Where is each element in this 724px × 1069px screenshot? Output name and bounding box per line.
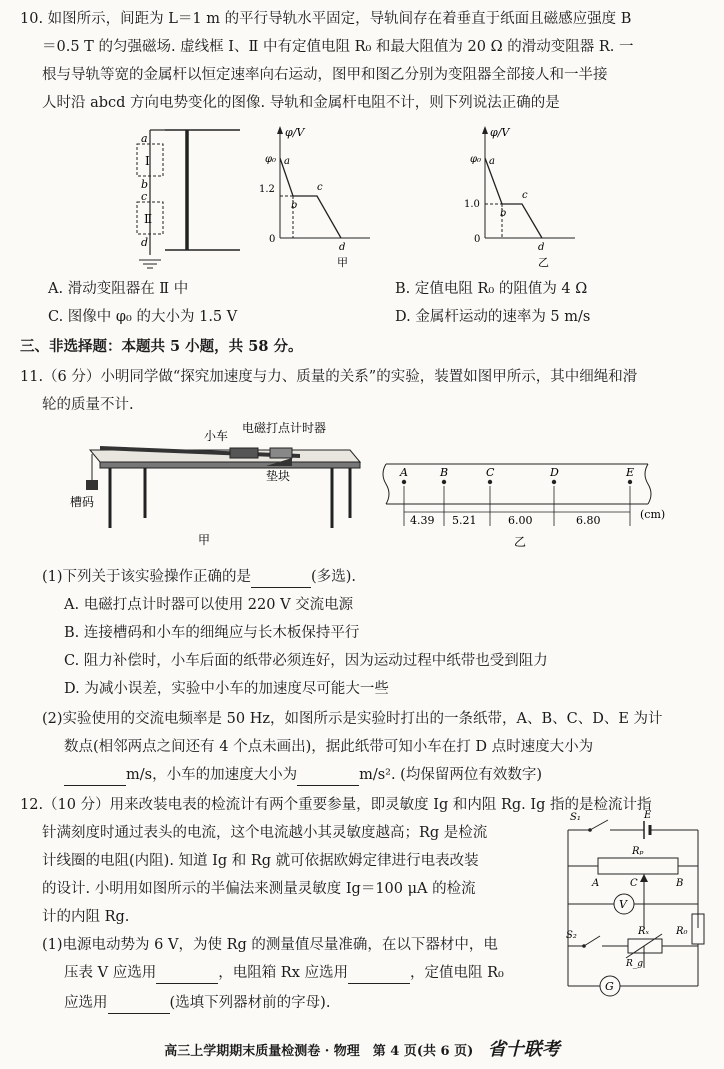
graph-yi-caption: 乙 [538,256,549,269]
q12-part1-line-1: (1)电源电动势为 6 V，为使 Rg 的测量值尽量准确，在以下器材中，电 [42,937,498,953]
q10-option-a: A. 滑动变阻器在 Ⅱ 中 [48,281,189,297]
q11-option-a: A. 电磁打点计时器可以使用 220 V 交流电源 [64,597,354,613]
svg-text:A: A [592,878,600,889]
q12-resistor-box-blank[interactable] [348,967,410,984]
footer-brand: 省十联考 [487,1039,560,1060]
svg-text:A: A [400,466,408,479]
label-weight: 槽码 [70,495,95,509]
svg-text:d: d [339,242,346,253]
q11-part1-answer-blank[interactable] [251,571,311,588]
svg-text:Rₚ: Rₚ [632,846,644,857]
q12-circuit-figure [548,808,718,998]
label-b: b [141,178,149,191]
svg-text:C: C [630,878,638,889]
voltmeter-label: V [619,898,627,911]
graph-jia-caption: 甲 [337,256,348,269]
svg-text:0: 0 [474,234,481,245]
svg-text:b: b [500,208,507,219]
q12-fixed-resistor-blank[interactable] [108,997,170,1014]
tape-dist-de: 6.80 [576,514,601,527]
q11-option-c: C. 阻力补偿时，小车后面的纸带必须连好，因为运动过程中纸带也受到阻力 [64,653,548,669]
svg-text:0: 0 [269,234,276,245]
box-1-label: Ⅰ [145,154,150,168]
label-timer: 电磁打点计时器 [242,421,327,435]
label-c: c [141,190,148,203]
apparatus-caption: 甲 [198,533,211,547]
svg-text:S₁: S₁ [570,812,581,823]
label-pad: 垫块 [266,469,291,483]
tape-dist-ab: 4.39 [410,514,435,527]
tape-dist-cd: 6.00 [508,514,533,527]
q11-option-b: B. 连接槽码和小车的细绳应与长木板保持平行 [64,625,360,641]
box-2-label: Ⅱ [144,212,153,226]
q12-line-4: 的设计. 小明用如图所示的半偏法来测量灵敏度 Ig＝100 μA 的检流 [42,881,476,897]
svg-text:Rₓ: Rₓ [638,926,650,937]
q12-part1-line-2: 压表 V 应选用 ，电阻箱 Rx 应选用 ，定值电阻 R₀ [64,962,504,984]
graph-jia-ylabel: φ/V [285,126,305,139]
galvanometer-label: G [605,980,614,993]
svg-text:D: D [550,466,559,479]
svg-text:B: B [676,878,684,889]
label-a: a [141,132,148,145]
footer-text: 高三上学期期末质量检测卷 · 物理 第 4 页(共 6 页) [164,1044,474,1059]
svg-text:B: B [440,466,449,479]
svg-text:E: E [626,466,635,479]
q12-voltmeter-blank[interactable] [156,967,218,984]
q10-option-b: B. 定值电阻 R₀ 的阻值为 4 Ω [395,281,588,297]
q11-part1-stem: (1)下列关于该实验操作正确的是 (多选). [42,566,356,588]
svg-text:b: b [291,200,298,211]
svg-text:a: a [489,156,495,167]
q10-line-4: 人时沿 abcd 方向电势变化的图像. 导轨和金属杆电阻不计，则下列说法正确的是 [42,95,560,111]
svg-text:d: d [538,242,545,253]
page-footer [0,1035,724,1061]
q10-line-3: 根与导轨等宽的金属杆以恒定速率向右运动，图甲和图乙分别为变阻器全部接人和一半接 [42,67,608,83]
q12-line-5: 计的内阻 Rg. [42,909,130,925]
q10-option-d: D. 金属杆运动的速率为 5 m/s [395,309,591,325]
svg-text:R_g: R_g [626,959,644,969]
svg-text:S₂: S₂ [566,930,577,941]
svg-text:E: E [644,810,652,821]
q11-apparatus-figure [70,418,370,548]
svg-text:C: C [486,466,495,479]
tape-unit: (cm) [640,508,666,521]
section-3-heading: 三、非选择题：本题共 5 小题，共 58 分。 [20,338,303,355]
graph-jia [255,120,375,270]
tape-caption: 乙 [514,535,527,549]
svg-text:c: c [317,182,323,193]
q11-option-d: D. 为减小误差，实验中小车的加速度尽可能大一些 [64,681,389,697]
tape-points [402,480,632,484]
q11-part2-line-3: m/s，小车的加速度大小为 m/s². (均保留两位有效数字) [64,764,542,786]
label-d: d [141,236,149,249]
q11-tape-figure [378,460,678,550]
q10-rail-figure [125,120,245,270]
graph-jia-tick: 1.2 [259,184,275,195]
q10-option-c: C. 图像中 φ₀ 的大小为 1.5 V [48,309,238,325]
graph-yi-ylabel: φ/V [490,126,510,139]
q12-part1-line-3: 应选用 (选填下列器材前的字母). [64,992,330,1014]
svg-text:c: c [522,190,528,201]
q11-velocity-blank[interactable] [64,769,126,786]
q10-line-2: ＝0.5 T 的匀强磁场. 虚线框 Ⅰ、Ⅱ 中有定值电阻 R₀ 和最大阻值为 20 Ω 的滑动变阻器 R. 一 [42,39,634,55]
q10-line-1: 10. 如图所示，间距为 L＝1 m 的平行导轨水平固定，导轨间存在着垂直于纸面且磁感应强度 B [20,11,632,27]
label-car: 小车 [204,429,229,443]
q12-line-2: 针满刻度时通过表头的电流，这个电流越小其灵敏度越高；Rg 是检流 [42,825,488,841]
q11-part2-line-1: (2)实验使用的交流电频率是 50 Hz，如图所示是实验时打出的一条纸带，A、B、C、D、E 为计 [42,711,663,727]
q12-line-1: 12.（10 分）用来改装电表的检流计有两个重要参量，即灵敏度 Ig 和内阻 Rg. Ig 指的是检流计指 [20,797,652,813]
tape-dist-bc: 5.21 [452,514,477,527]
q12-line-3: 计线圈的电阻(内阻). 知道 Ig 和 Rg 就可依据欧姆定律进行电表改装 [42,853,479,869]
graph-yi-tick: 1.0 [464,199,480,210]
q11-part2-line-2: 数点(相邻两点之间还有 4 个点未画出)，据此纸带可知小车在打 D 点时速度大小为 [64,739,594,755]
svg-text:R₀: R₀ [676,926,688,937]
graph-yi [460,120,580,270]
q11-line-2: 轮的质量不计. [42,397,134,413]
graph-yi-phi0: φ₀ [470,154,482,165]
svg-text:a: a [284,156,290,167]
q11-line-1: 11.（6 分）小明同学做“探究加速度与力、质量的关系”的实验，装置如图甲所示，其中细绳和滑 [20,369,638,385]
graph-jia-phi0: φ₀ [265,154,277,165]
q11-acceleration-blank[interactable] [297,769,359,786]
